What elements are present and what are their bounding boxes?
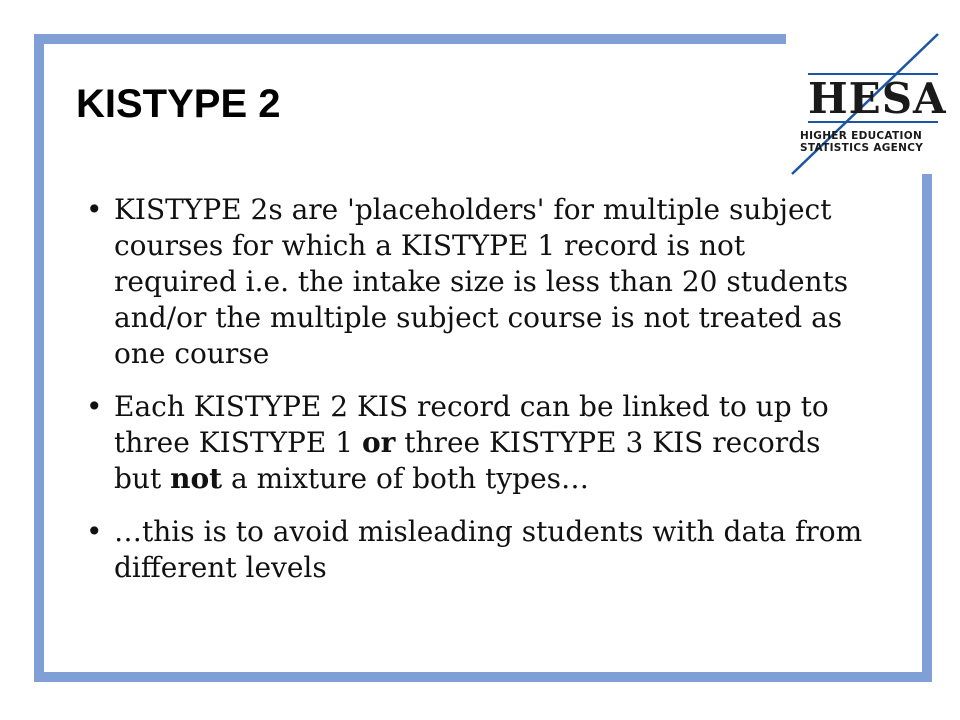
- bullet-dot-icon: •: [86, 515, 103, 548]
- bullet-text-part: three KISTYPE 3 KIS records but: [114, 426, 821, 495]
- bullet-emphasis-or: or: [361, 426, 396, 459]
- bullet-dot-icon: •: [86, 193, 103, 226]
- logo-wordmark: HESA: [808, 74, 947, 123]
- bullet-emphasis-not: not: [170, 462, 223, 495]
- hesa-logo: [786, 30, 947, 180]
- logo-subtitle-line1: HIGHER EDUCATION: [800, 130, 923, 142]
- bullet-text: KISTYPE 2s are 'placeholders' for multiple subject courses for which a KISTYPE 1 record is not required i.e. the intake size is less than 20 students and/or the multiple subject course is not treated as one course: [114, 193, 849, 370]
- bullet-text: …this is to avoid misleading students with data from different levels: [114, 515, 863, 584]
- slide-title: KISTYPE 2: [76, 82, 281, 126]
- bullet-item: [84, 192, 874, 372]
- bullet-text: [114, 390, 829, 495]
- frame-bottom-bar: [34, 672, 932, 682]
- bullet-dot-icon: •: [86, 390, 103, 423]
- bullet-text-part: a mixture of both types…: [222, 462, 590, 495]
- bullet-item: [84, 514, 874, 586]
- frame-top-bar: [34, 34, 786, 44]
- frame-left-bar: [34, 34, 44, 682]
- frame-right-bar: [922, 174, 932, 682]
- bullet-item: [84, 389, 874, 497]
- bullet-text-part: Each KISTYPE 2 KIS record can be linked to up to three KISTYPE 1: [114, 390, 829, 459]
- bullet-list: [84, 192, 874, 603]
- logo-subtitle-line2: STATISTICS AGENCY: [800, 142, 924, 154]
